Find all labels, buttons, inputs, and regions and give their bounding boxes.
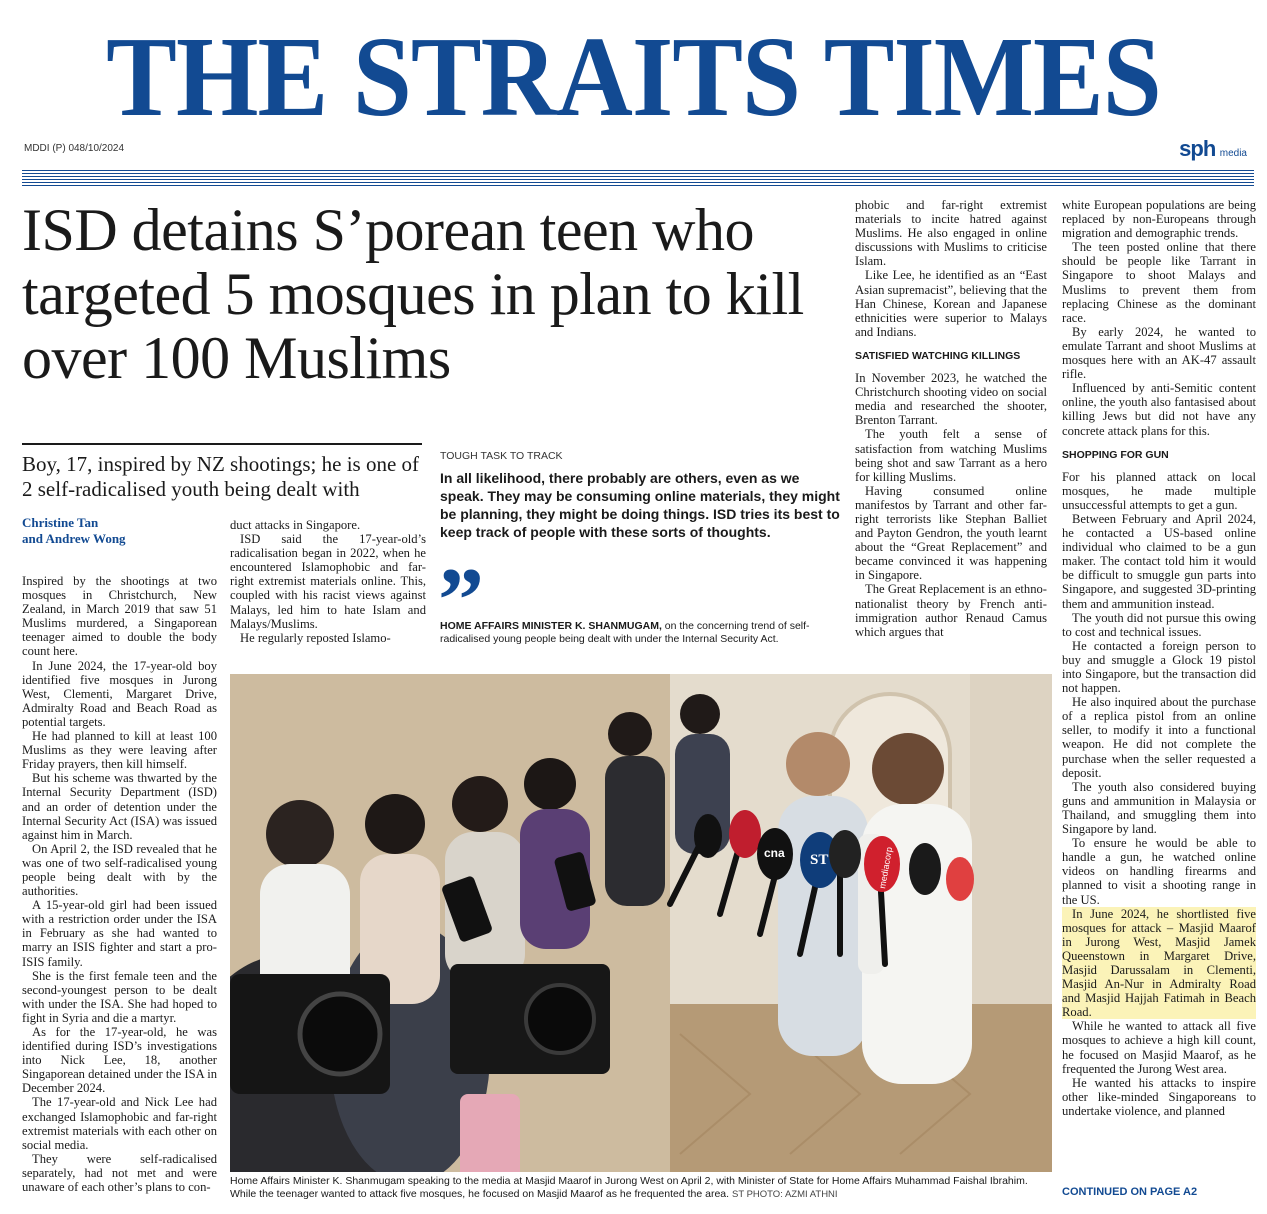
paragraph: phobic and far-right extremist materials to incite hatred against Muslims. He also engaged in online discussions with Muslims to criticise Islam.: [855, 198, 1047, 269]
article-column-2: [230, 518, 426, 668]
paragraph: The teen posted online that there should be people like Tarrant in Singapore to shoot Malays and Muslims to prevent them from replacing Chinese as the dominant race.: [1062, 240, 1256, 325]
paragraph: In November 2023, he watched the Christchurch shooting video on social media and researched the shooter, Brenton Tarrant.: [855, 371, 1047, 428]
paragraph: For his planned attack on local mosques, he made multiple unsuccessful attempts to get a gun.: [1062, 469, 1256, 512]
quote-attribution: [440, 620, 840, 646]
article-column-3: [855, 198, 1047, 658]
byline-author-2: and Andrew Wong: [22, 531, 126, 546]
byline-author-1: Christine Tan: [22, 515, 99, 530]
article-column-4: [1062, 198, 1256, 1176]
paragraph: But his scheme was thwarted by the Internal Security Department (ISD) and an order of detention under the Internal Security Act (ISA) was issued against him in March.: [22, 771, 217, 842]
byline: [22, 515, 217, 547]
paragraph: He wanted his attacks to inspire other like-minded Singaporeans to undertake violence, and planned: [1062, 1075, 1256, 1118]
paragraph: In June 2024, the 17-year-old boy identified five mosques in Jurong West, Clementi, Margaret Drive, Admiralty Road and Beach Road as potential targets.: [22, 658, 217, 729]
masthead-rules: [22, 170, 1254, 188]
quote-attribution-name: HOME AFFAIRS MINISTER K. SHANMUGAM,: [440, 620, 662, 632]
photo-caption-text: Home Affairs Minister K. Shanmugam speaking to the media at Masjid Maarof in Jurong West on April 2, with Minister of State for Home Affairs Muhammad Faishal Ibrahim. While the teenager wanted to attack five mosques, he focused on Masjid Maarof as he frequented the area.: [230, 1175, 1028, 1200]
paragraph: The Great Replacement is an ethno-nationalist theory by French anti-immigration author Renaud Camus which argues that: [855, 582, 1047, 639]
article-column-1: [22, 574, 217, 1214]
paragraph: He also inquired about the purchase of a replica pistol from an online seller, to modify it into a functional weapon. He did not complete the purchase when the seller requested a deposit.: [1062, 695, 1256, 780]
paragraph: To ensure he would be able to handle a gun, he watched online videos on handling firearms and planned to visit a shooting range in the US.: [1062, 836, 1256, 907]
paragraph: The youth also considered buying guns and ammunition in Malaysia or Thailand, and smuggling them into Singapore by land.: [1062, 779, 1256, 837]
mic-label-cna: cna: [764, 846, 785, 860]
masthead: THE STRAITS TIMES: [106, 13, 1161, 140]
paragraph: Like Lee, he identified as an “East Asian supremacist”, believing that the Han Chinese, Korean and Japanese ethnicities were superior to Malays and Indians.: [855, 268, 1047, 339]
subhead: SHOPPING FOR GUN: [1062, 448, 1169, 461]
paragraph: By early 2024, he wanted to emulate Tarrant and shoot Muslims at mosques here with an AK-47 assault rifle.: [1062, 324, 1256, 382]
paragraph: duct attacks in Singapore.: [230, 518, 361, 532]
publisher-logo-mark: sph: [1179, 136, 1216, 161]
paragraph: Influenced by anti-Semitic content online, the youth also fantasised about killing Jews but did not have any concrete attack plans for this.: [1062, 381, 1256, 438]
paragraph: ISD said the 17-year-old’s radicalisation began in 2022, when he encountered Islamophobic and far-right extremist materials online. This, coupled with his racist views against Malays, led him to hate Islam and Malays/Muslims.: [230, 532, 426, 631]
paragraph: Between February and April 2024, he contacted a US-based online individual who claimed to be a gun maker. The contact told him it would be difficult to smuggle gun parts into Singapore, and suggested 3D-printing them and ammunition instead.: [1062, 511, 1256, 611]
news-photo: [230, 674, 1052, 1172]
paragraph: On April 2, the ISD revealed that he was one of two self-radicalised young people being dealt with by the authorities.: [22, 841, 217, 899]
news-photo-illustration: [230, 674, 1052, 1172]
paragraph: Inspired by the shootings at two mosques in Christchurch, New Zealand, in March 2019 that saw 51 Muslims murdered, a Singaporean teenager aimed to double the body count here.: [22, 574, 217, 659]
continued-link[interactable]: CONTINUED ON PAGE A2: [1062, 1186, 1198, 1198]
paragraph: He contacted a foreign person to buy and smuggle a Glock 19 pistol into Singapore, but the transaction did not happen.: [1062, 638, 1256, 696]
subhead: SATISFIED WATCHING KILLINGS: [855, 349, 1021, 362]
paragraph: The youth felt a sense of satisfaction from watching Muslims being shot and saw Tarrant as a hero for killing Muslims.: [855, 427, 1047, 484]
publisher-logo-suffix: media: [1219, 148, 1247, 159]
quote-attribution-text: on the concerning trend of self-radicalised young people being dealt with under the Internal Security Act.: [440, 620, 810, 645]
mic-label-st: ST: [810, 852, 829, 868]
paragraph: As for the 17-year-old, he was identified during ISD’s investigations into Nick Lee, 18, another Singaporean detained under the ISA in December 2024.: [22, 1025, 217, 1096]
highlighted-paragraph: In June 2024, he shortlisted five mosques for attack – Masjid Maarof in Jurong West, Masjid Jamek Queenstown in Margaret Drive, Masjid Darussalam in Clementi, Masjid An-Nur in Admiralty Road and Masjid Hajjah Fatimah in Beach Road.: [1062, 906, 1256, 1020]
paragraph: He had planned to kill at least 100 Muslims as they were leaving after Friday prayers, then kill himself.: [22, 729, 217, 772]
paragraph: While he wanted to attack all five mosques to achieve a high kill count, he focused on Masjid Maarof, as he frequented the Jurong West area.: [1062, 1019, 1256, 1076]
mddi-permit: MDDI (P) 048/10/2024: [24, 143, 125, 154]
pull-quote: In all likelihood, there probably are others, even as we speak. They may be consuming online materials, they might be planning, they might be doing things. ISD tries its best to keep track of people with these sorts of thoughts.: [440, 470, 840, 540]
paragraph: white European populations are being replaced by non-Europeans through migration and demographic trends.: [1062, 198, 1256, 241]
paragraph: Having consumed online manifestos by Tarrant and other far-right terrorists like Stephan Balliet and Payton Gendron, the youth learnt about the “Great Replacement” and became convinced it was happening in Singapore.: [855, 483, 1047, 583]
publisher-logo: [1179, 136, 1247, 162]
deck: Boy, 17, inspired by NZ shootings; he is one of 2 self-radicalised youth being dealt with: [22, 452, 420, 501]
headline: ISD detains S’porean teen who targeted 5 mosques in plan to kill over 100 Muslims: [22, 197, 804, 391]
photo-credit: ST PHOTO: AZMI ATHNI: [731, 1189, 838, 1200]
quote-mark-icon: ”: [438, 549, 484, 651]
paragraph: The youth did not pursue this owing to cost and technical issues.: [1062, 610, 1256, 639]
paragraph: The 17-year-old and Nick Lee had exchanged Islamophobic and far-right extremist materials with each other on social media.: [22, 1095, 217, 1152]
paragraph: A 15-year-old girl had been issued with a restriction order under the ISA in February as she had wanted to marry an ISIS fighter and start a pro-ISIS family.: [22, 898, 217, 969]
paragraph: They were self-radicalised separately, had not met and were unaware of each other’s plans to con-: [22, 1151, 217, 1195]
paragraph: She is the first female teen and the second-youngest person to be dealt with under the ISA. She had hoped to fight in Syria and die a martyr.: [22, 968, 217, 1025]
photo-caption: [230, 1175, 1052, 1201]
quote-tag: TOUGH TASK TO TRACK: [440, 450, 563, 462]
paragraph: He regularly reposted Islamo-: [240, 630, 391, 645]
mic-label-mediacorp: mediacorp: [877, 846, 895, 890]
deck-rule: [22, 443, 422, 445]
